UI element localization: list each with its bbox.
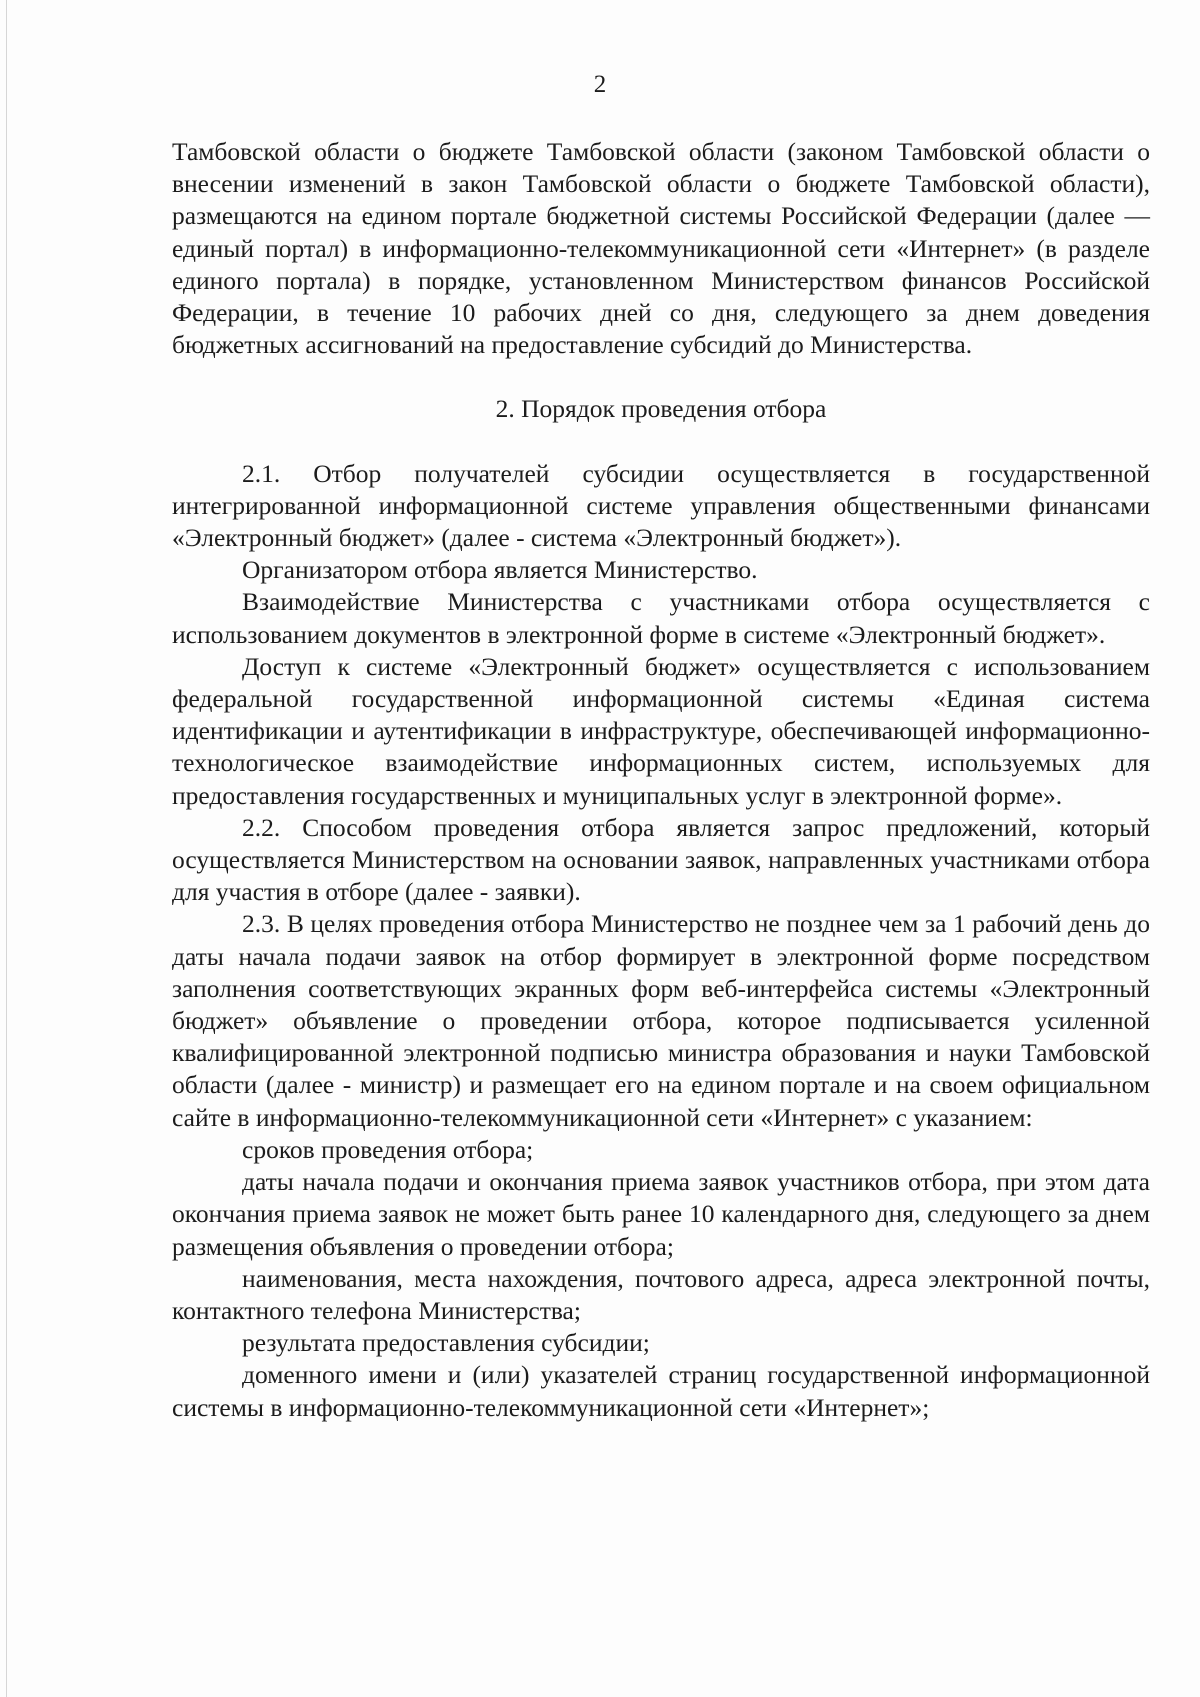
paragraph-access: Доступ к системе «Электронный бюджет» осуществляется с использованием федеральной государственной информационной системы «Единая система идентификации и аутентификации в инфраструктуре, обеспечивающей информационно-технологическое взаимодействие информационных систем, используемых для предоставления государственных и муниципальных услуг в электронной форме». — [172, 651, 1150, 810]
paragraph-2-2: 2.2. Способом проведения отбора является запрос предложений, который осуществляется Министерством на основании заявок, направленных участниками отбора для участия в отборе (далее - заявки). — [172, 812, 1150, 907]
page-number: 2 — [593, 71, 607, 98]
paragraph-interaction: Взаимодействие Министерства с участниками отбора осуществляется с использованием документов в электронной форме в системе «Электронный бюджет». — [172, 587, 1150, 649]
list-item-dates: даты начала подачи и окончания приема заявок участников отбора, при этом дата окончания приема заявок не может быть ранее 10 календарного дня, следующего за днем размещения объявления о проведении отбора; — [172, 1167, 1150, 1261]
paragraph-2-1: 2.1. Отбор получателей субсидии осуществляется в государственной интегрированной информационной системе управления общественными финансами «Электронный бюджет» (далее - система «Электронный бюджет»). — [172, 458, 1150, 553]
list-item-contacts: наименования, места нахождения, почтового адреса, адреса электронной почты, контактного телефона Министерства; — [172, 1263, 1150, 1325]
continuation-paragraph: Тамбовской области о бюджете Тамбовской области (законом Тамбовской области о внесении изменений в закон Тамбовской области о бюджете Тамбовской области), размещаются на едином портале бюджетной системы Российской Федерации (далее — единый портал) в информационно-телекоммуникационной сети «Интернет» (в разделе единого портала) в порядке, установленном Министерством финансов Российской Федерации, в течение 10 рабочих дней со дня, следующего за днем доведения бюджетных ассигнований на предоставление субсидий до Министерства. — [172, 137, 1150, 360]
document-body — [172, 136, 1150, 1424]
paragraph-2-3: 2.3. В целях проведения отбора Министерство не позднее чем за 1 рабочий день до даты начала подачи заявок на отбор формирует в электронной форме посредством заполнения соответствующих экранных форм веб-интерфейса системы «Электронный бюджет» объявление о проведении отбора, которое подписывается усиленной квалифицированной электронной подписью министра образования и науки Тамбовской области (далее - министр) и размещает его на едином портале и на своем официальном сайте в информационно-телекоммуникационной сети «Интернет» с указанием: — [172, 909, 1150, 1132]
scan-edge-line — [6, 0, 7, 1697]
paragraph-organizer: Организатором отбора является Министерство. — [242, 555, 758, 585]
list-item-terms: сроков проведения отбора; — [242, 1134, 534, 1164]
section-heading: 2. Порядок проведения отбора — [495, 394, 827, 424]
list-item-domain: доменного имени и (или) указателей страниц государственной информационной системы в информационно-телекоммуникационной сети «Интернет»; — [172, 1360, 1150, 1422]
list-item-result: результата предоставления субсидии; — [242, 1328, 650, 1358]
